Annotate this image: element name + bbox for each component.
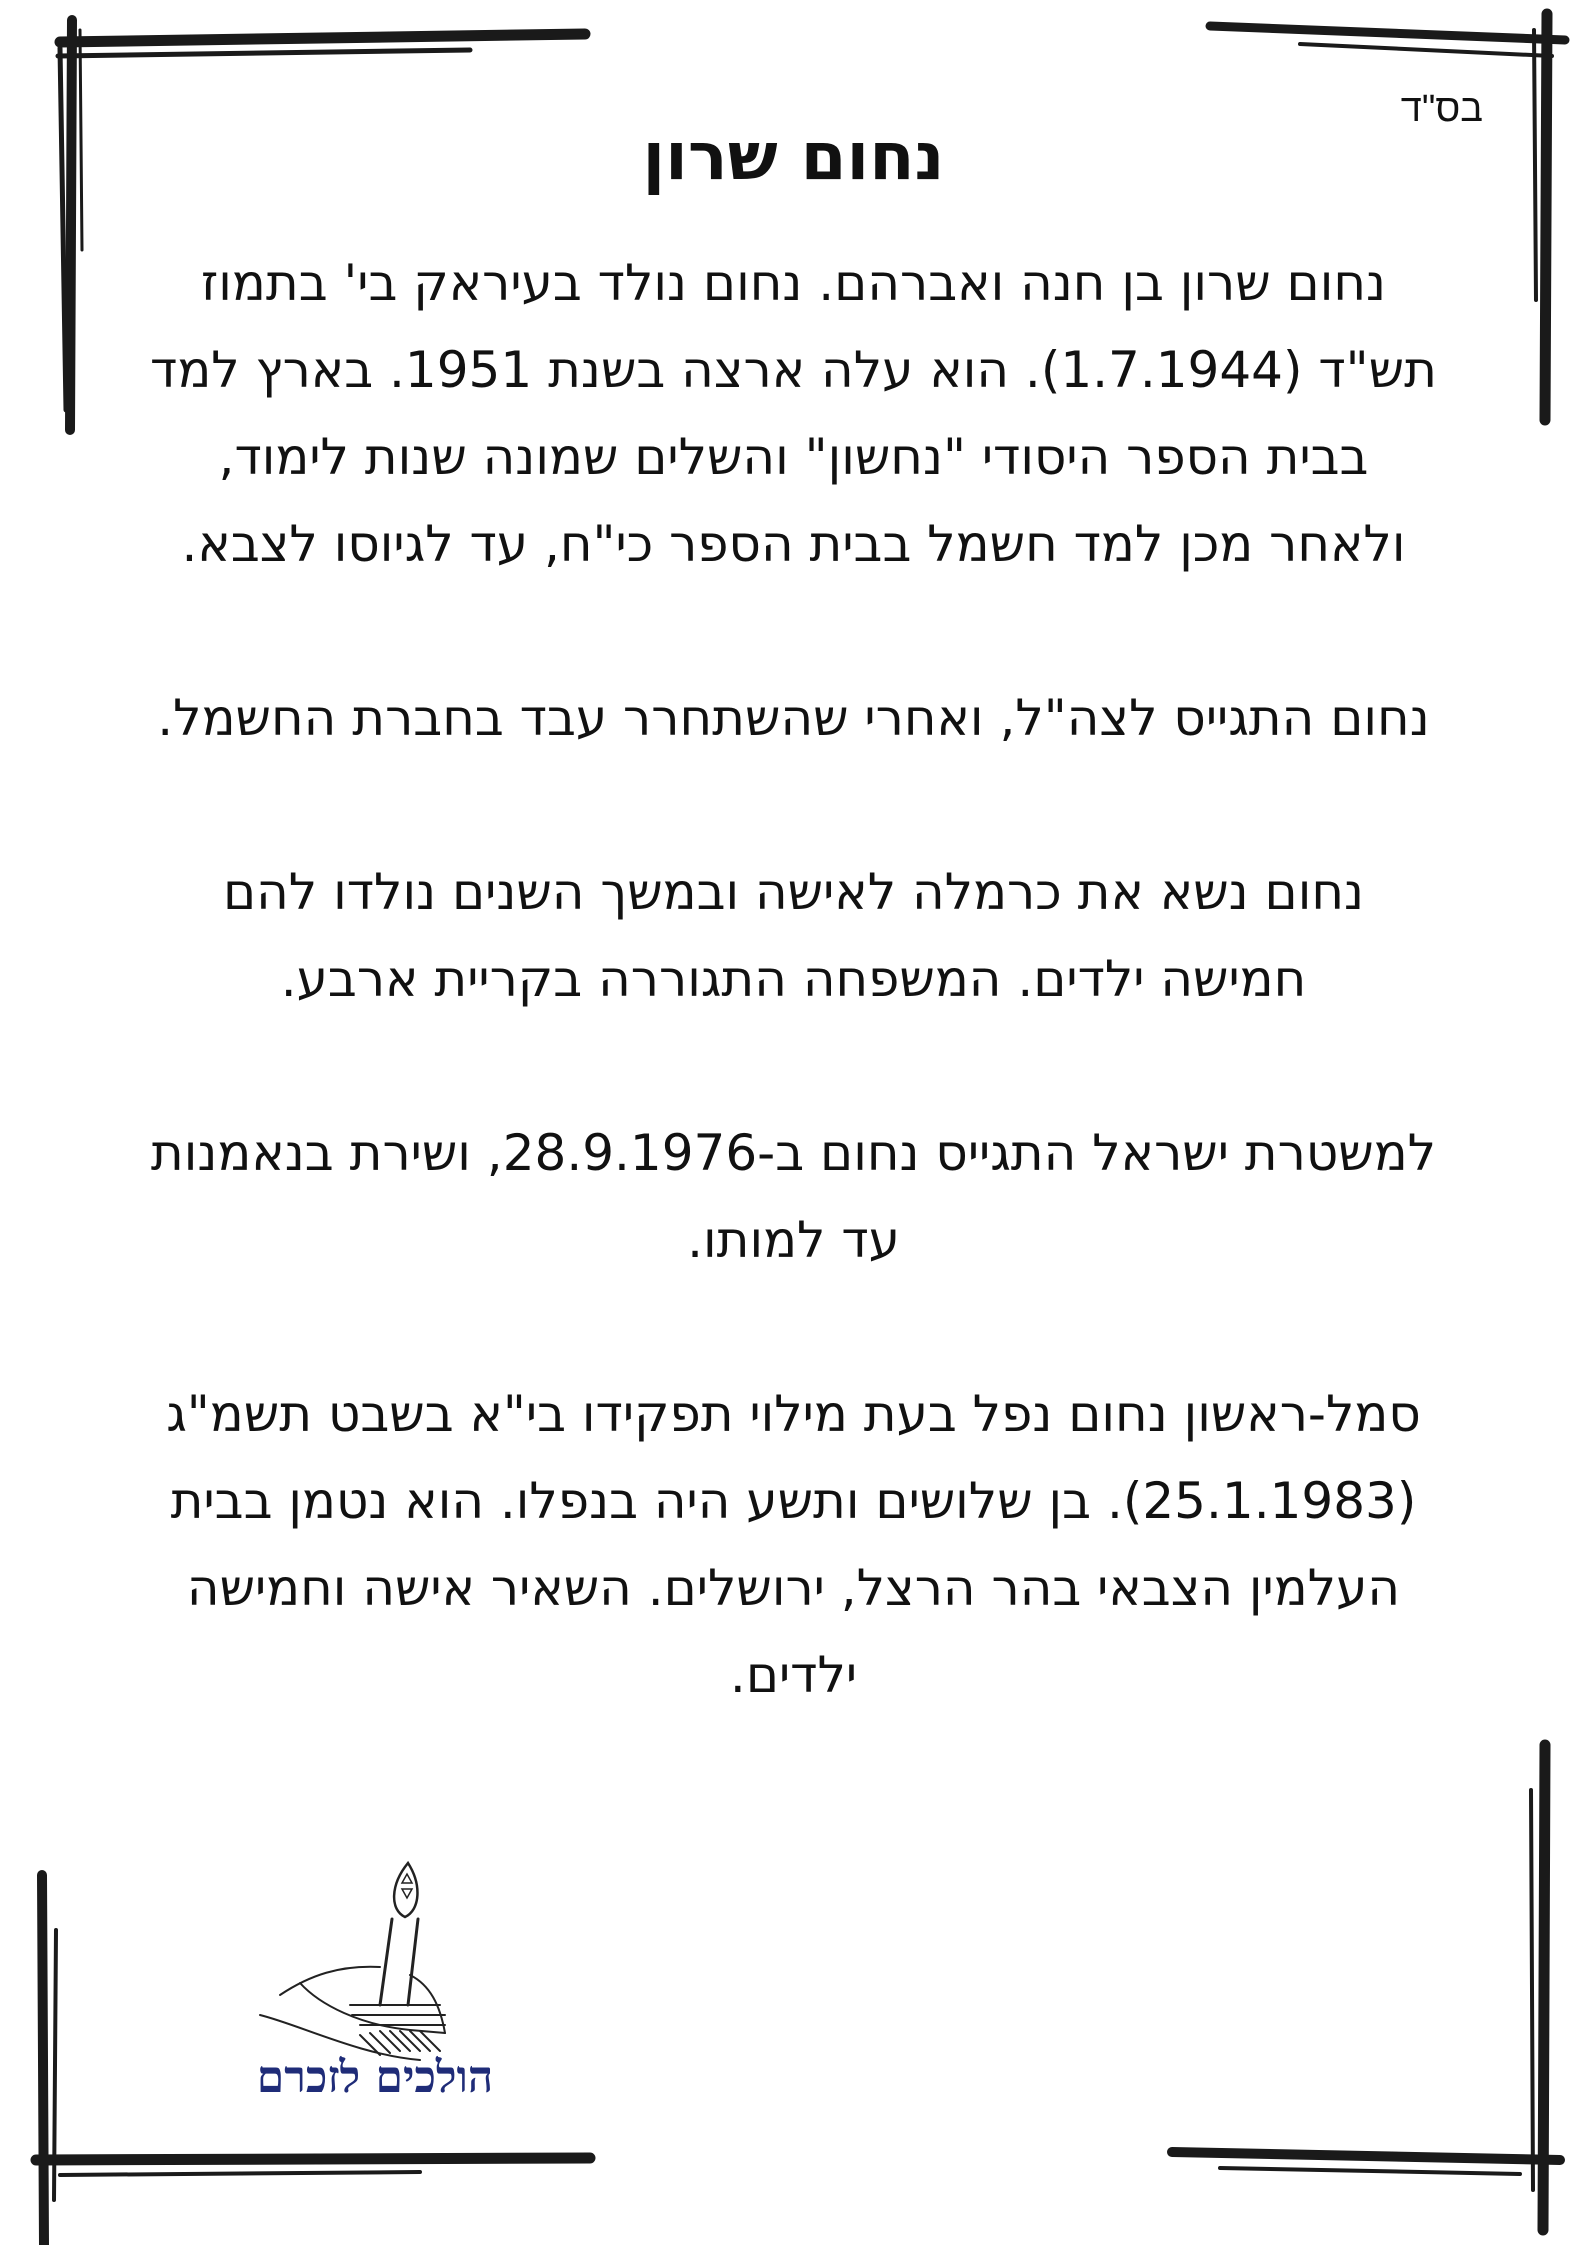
page-title: נחום שרון [642, 118, 945, 195]
paragraph-police: למשטרת ישראל התגייס נחום ב-28.9.1976, ושירת בנאמנות עד למותו. [150, 1124, 1437, 1269]
paragraph-birth: נחום שרון בן חנה ואברהם. נחום נולד בעיראק בי' בתמוז תש"ד (1.7.1944). הוא עלה ארצה בשנת 1951. בארץ למד בבית הספר היסודי "נחשון" והשלים שמונה שנות לימוד, ולאחר מכן למד חשמל בבית הספר כי"ח, עד לגיוסו לצבא. [150, 254, 1437, 573]
bsd-header: בס"ד [1400, 88, 1483, 130]
biography-text [150, 240, 1437, 1806]
paragraph-death: סמל-ראשון נחום נפל בעת מילוי תפקידו בי"א בשבט תשמ"ג (25.1.1983). בן שלושים ותשע היה בנפלו. הוא נטמן בבית העלמין הצבאי בהר הרצל, ירושלים. השאיר אישה וחמישה ילדים. [166, 1385, 1421, 1704]
logo-text: הולכים לזכרם [256, 2052, 494, 2103]
paragraph-army: נחום התגייס לצה"ל, ואחרי שהשתחרר עבד בחברת החשמל. [157, 689, 1430, 747]
paragraph-family: נחום נשא את כרמלה לאישה ובמשך השנים נולדו להם חמישה ילדים. המשפחה התגוררה בקריית ארבע. [222, 863, 1365, 1008]
